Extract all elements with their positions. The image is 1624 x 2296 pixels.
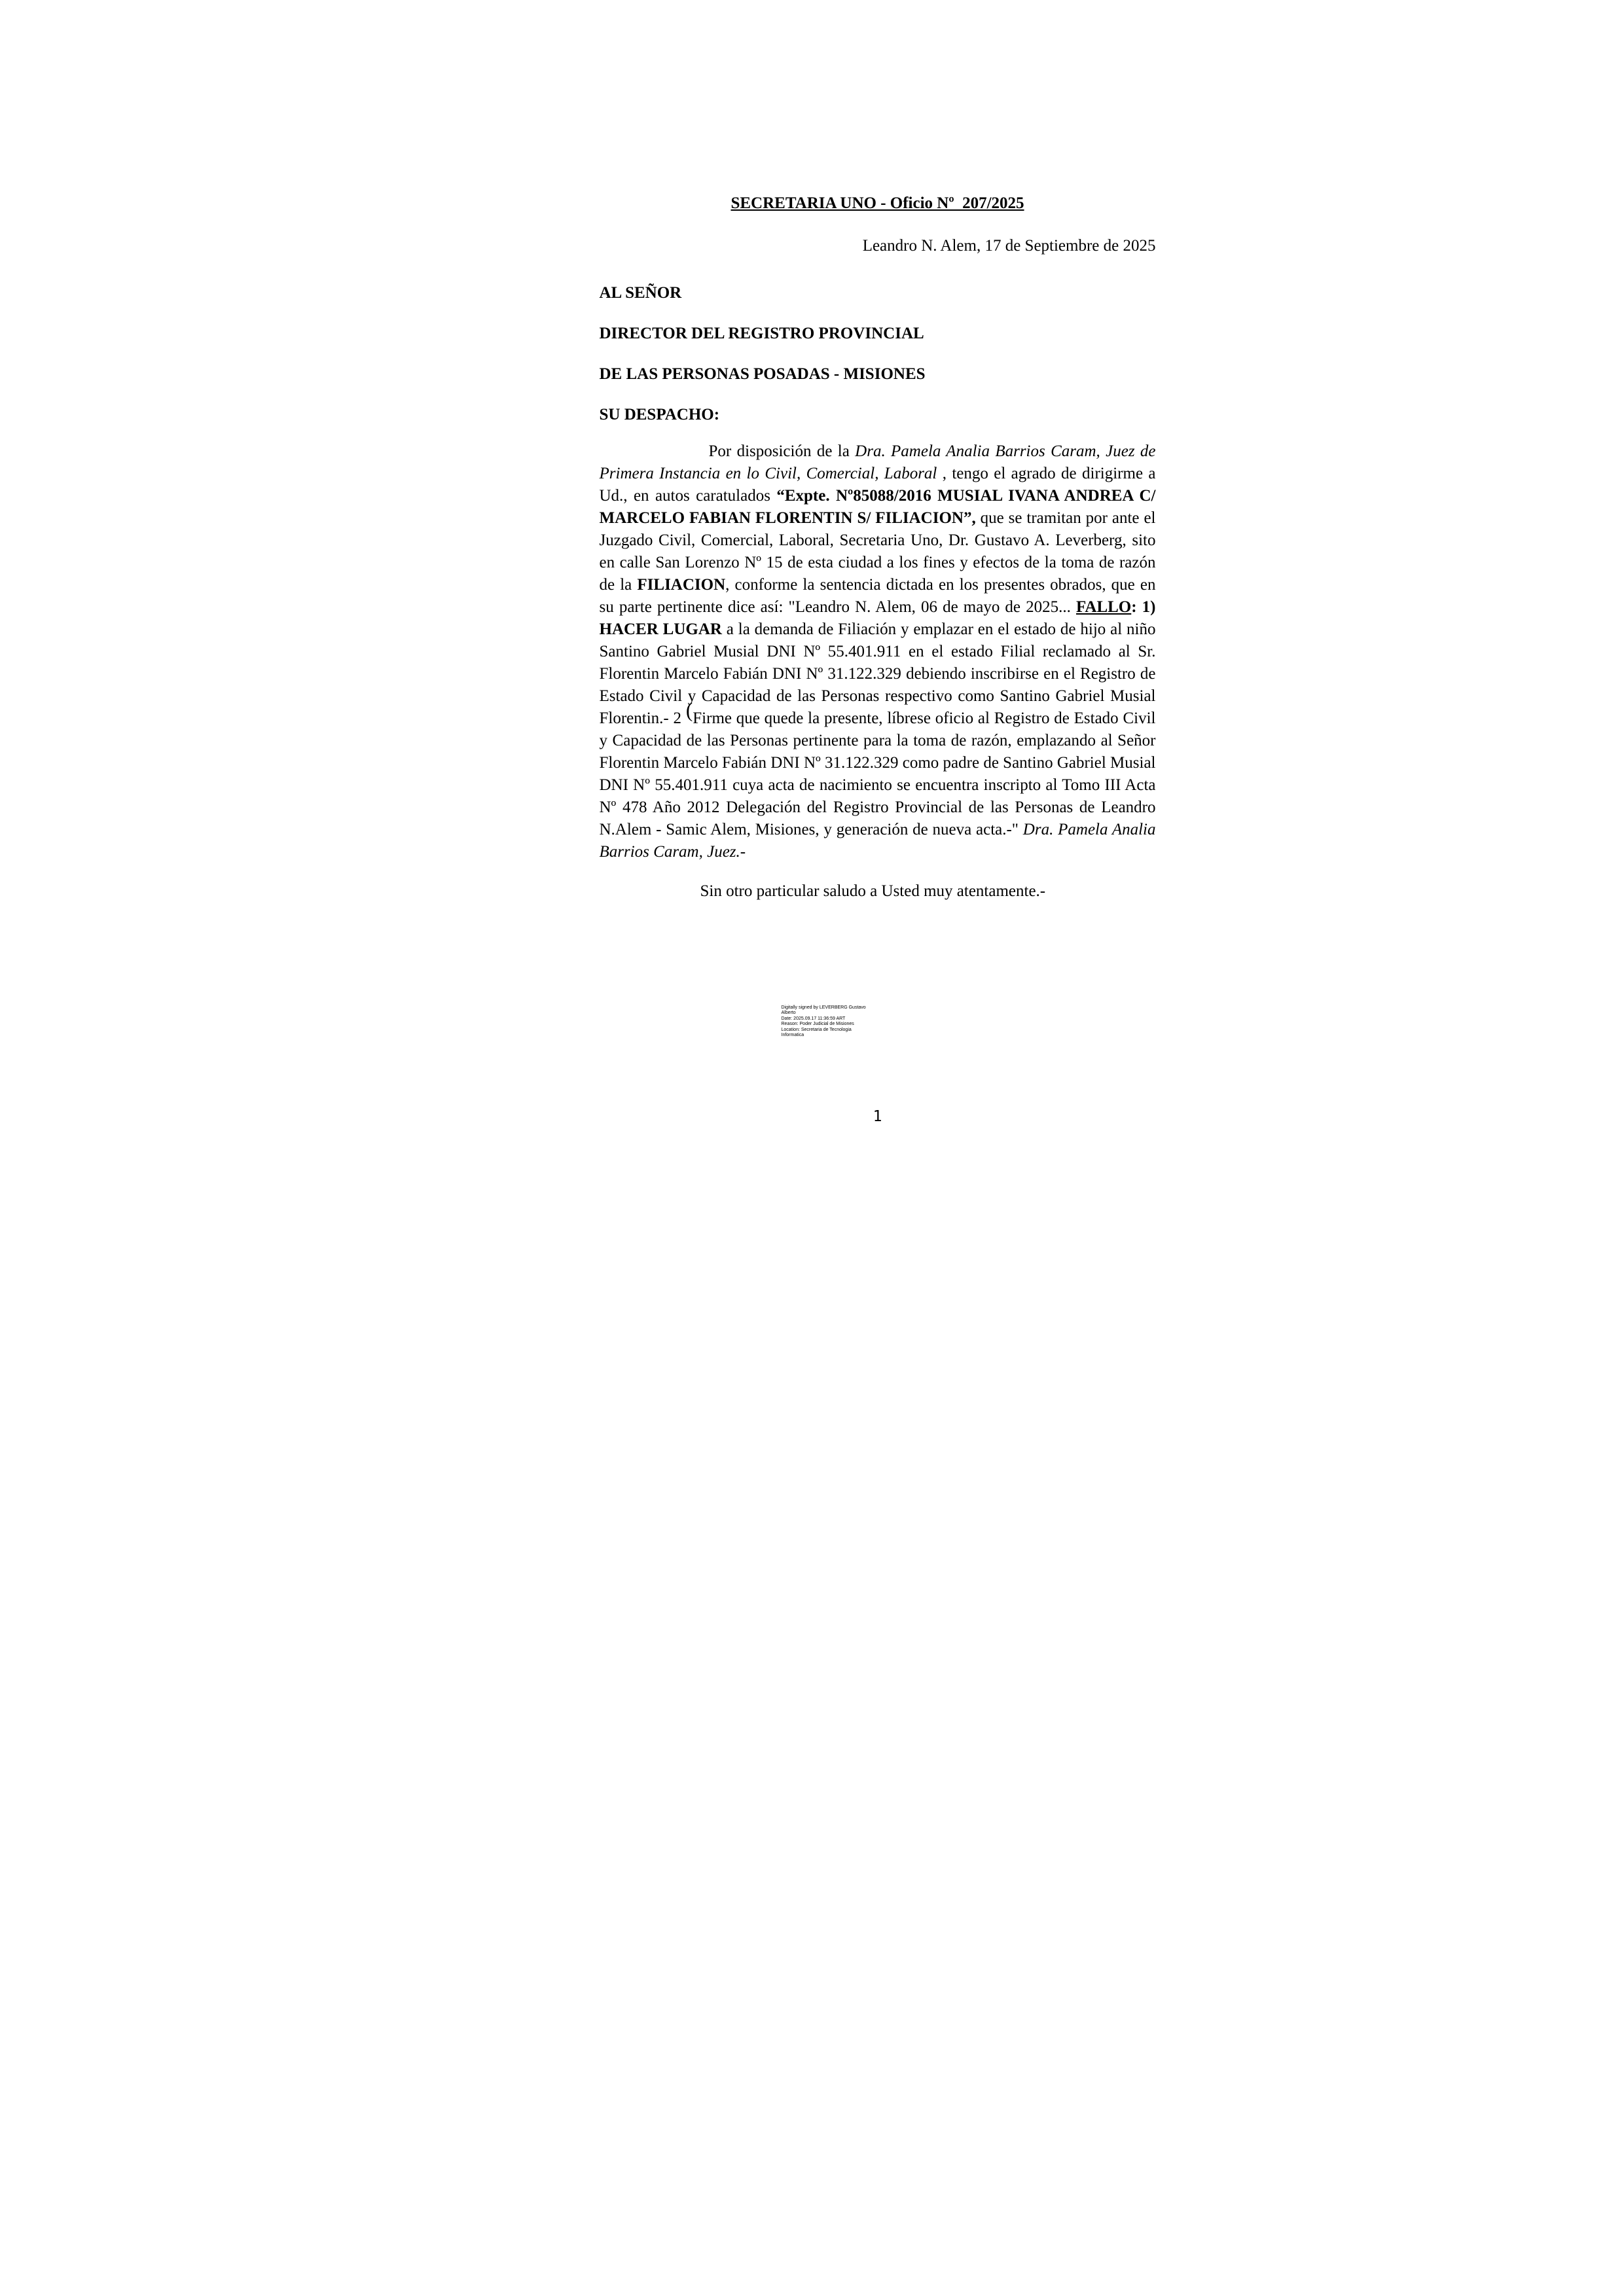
dateline: Leandro N. Alem, 17 de Septiembre de 2025 — [862, 237, 1156, 255]
body-text-run: Dra. Pamela Analia Barrios Caram, Juez de Primera Instancia en lo Civil, Comercial, Laboral — [599, 442, 1156, 482]
body-text-run: ( — [685, 698, 693, 722]
addressee-line-al-senor: AL SEÑOR — [599, 284, 682, 302]
signature-line-signed-by-2: Alberto — [781, 1011, 796, 1016]
signature-line-location-2: Informatica — [781, 1033, 804, 1038]
body-text-run: : 1) HACER LUGAR — [599, 598, 1156, 638]
document-title: SECRETARIA UNO - Oficio Nº 207/2025 — [731, 194, 1024, 212]
signature-line-date: Date: 2025.09.17 11:36:59 ART — [781, 1016, 846, 1021]
body-text-run: que se tramitan por ante el Juzgado Civil, Comercial, Laboral, Secretaria Uno, Dr. Gustavo A. Leverberg, sito en calle San Lorenzo Nº 15 de esta ciudad a los fines y efectos de la toma de razón de la — [599, 509, 1156, 594]
signature-line-signed-by: Digitally signed by LEVERBERG Gustavo — [781, 1005, 866, 1010]
addressee-block — [600, 281, 1156, 426]
body-text-run: Por disposición de la — [708, 442, 856, 460]
document-content — [600, 0, 1156, 903]
document-page — [406, 0, 1218, 1148]
body-text-run: Firme que quede la presente, líbrese oficio al Registro de Estado Civil y Capacidad de las Personas pertinente para la toma de razón, emplazando al Señor Florentin Marcelo Fabián DNI Nº 31.122.329 como padre de Santino Gabriel Musial DNI Nº 55.401.911 cuya acta de nacimiento se encuentra inscripto al Tomo III Acta Nº 478 Año 2012 Delegación del Registro Provincial de las Personas de Leandro N.Alem - Samic Alem, Misiones, y generación de nueva acta.-" — [599, 709, 1156, 838]
addressee-line-director: DIRECTOR DEL REGISTRO PROVINCIAL — [599, 325, 924, 342]
body-text-run: FALLO — [1075, 598, 1132, 616]
addressee-line-despacho: SU DESPACHO: — [599, 406, 720, 423]
closing-line: Sin otro particular saludo a Usted muy atentamente.- — [700, 882, 1046, 900]
body-text-run: , conforme la sentencia dictada en los presentes obrados, que en su parte pertinente dice así: "Leandro N. Alem, 06 de mayo de 2025... — [599, 576, 1156, 616]
signature-line-reason: Reason: Poder Judicial de Misiones — [781, 1022, 854, 1027]
digital-signature-block — [782, 1005, 866, 1038]
body-text-run: a la demanda de Filiación y emplazar en el estado de hijo al niño Santino Gabriel Musial DNI Nº 55.401.911 en el estado Filial reclamado al Sr. Florentin Marcelo Fabián DNI Nº 31.122.329 debiendo inscribirse en el Registro de Estado Civil y Capacidad de las Personas respectivo como Santino Gabriel Musial Florentin.- 2 — [599, 620, 1156, 727]
addressee-line-registro: DE LAS PERSONAS POSADAS - MISIONES — [599, 365, 926, 383]
body-text-run: , tengo el agrado de dirigirme a Ud., en autos caratulados — [599, 465, 1156, 505]
body-text-run: Dra. Pamela Analia Barrios Caram, Juez.- — [599, 821, 1156, 861]
body-text-run: FILIACION — [637, 576, 726, 594]
body-paragraph — [600, 440, 1156, 863]
page-number: 1 — [873, 1108, 882, 1125]
signature-line-location: Location: Secretaria de Tecnologia — [781, 1027, 852, 1032]
body-text-run: “Expte. Nº85088/2016 MUSIAL IVANA ANDREA C/ MARCELO FABIAN FLORENTIN S/ FILIACION”, — [599, 487, 1156, 527]
